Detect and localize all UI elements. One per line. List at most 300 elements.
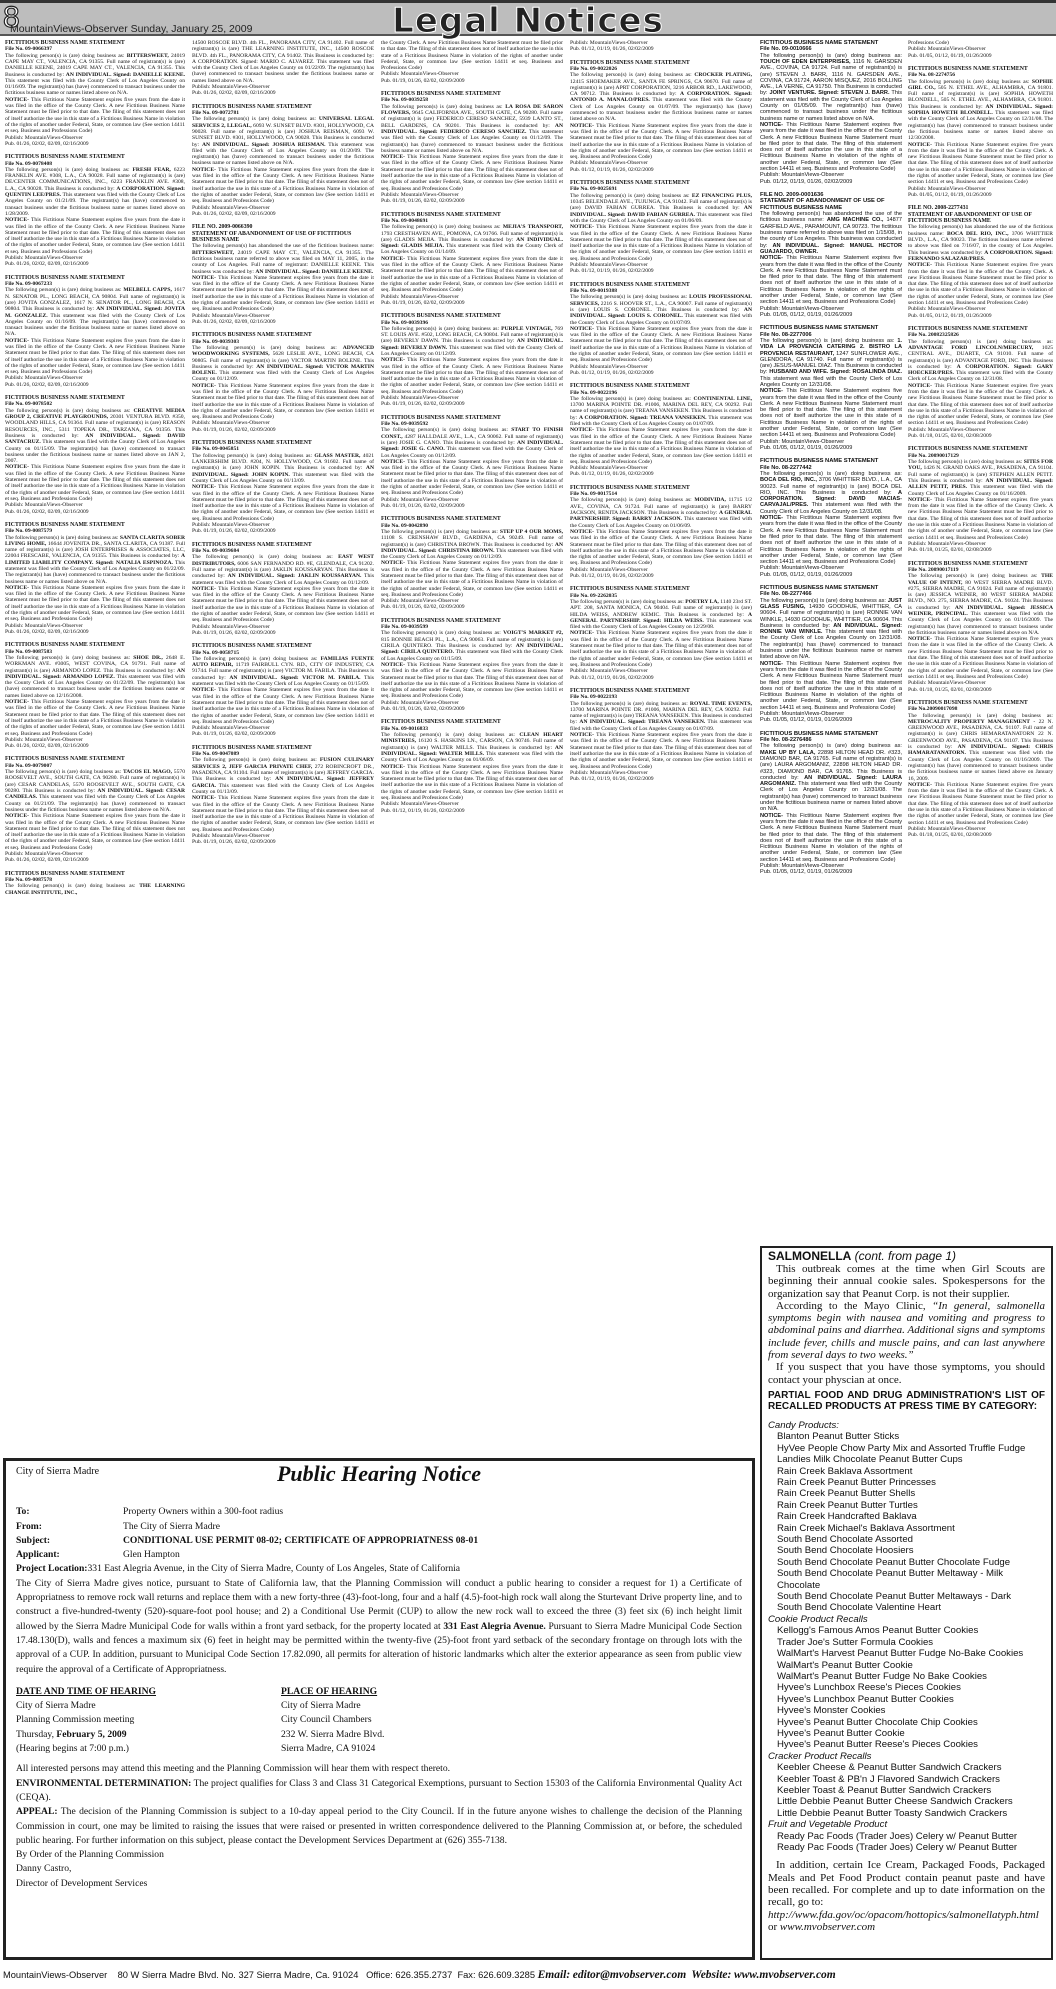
recall-category: Candy Products: [768,1419,839,1431]
notice-legal-text: NOTICE- This Fictitious Name Statement expires five years from the date it was filed in the office of the County Clerk. A new Fictitious Business Name Statement must be filed prior to that date. The filing of this statement does not of itself authorize the use in this state of a Fictitious Business Name in violation of the rights of another under Federal, State, or common law (See section 14411 et seq. Business and Professions Code) [570,528,752,567]
notice-legal-text: NOTICE- This Fictitious Name Statement expires five years from the date it was filed in the office of the County Clerk. A new Fictitious Business Name Statement must be filed prior to that date. The filing of this statement does not of itself authorize the use in this state of a Fictitious Business Name in violation of the rights of another under Federal, State, or common law (See section 14411 et seq. Business and Professions Code) [908,781,1053,826]
row-value: Glen Hampton [123,1549,180,1561]
recall-item: Ready Pac Foods (Trader Joes) Celery w/ Peanut Butter [777,1830,1018,1842]
publication-dates: Pub. 01/26, 02/02, 02/09, 02/16/2009 [5,508,89,515]
signature: AN INDIVIDUAL. Signed: SOPHIA HOWETH BLONDELL. [908,103,1053,117]
legal-notice [5,522,185,635]
signature: AN INDIVIDUAL. Signed: TREANA VANSEKEN. [579,719,706,726]
fda-link[interactable]: http://www.fda.gov/oc/opacom/hottopics/salmonellatyph.html [768,1908,1039,1921]
recall-item: Little Debbie Peanut Butter Cheese Sandwich Crackers [777,1796,1013,1808]
row-label: From: [16,1520,42,1532]
legal-notice [908,205,1053,319]
recall-item: Keebler Toast & PB'n J Flavored Sandwich Crackers [777,1773,1000,1785]
recall-item: South Bend Chocolate Hoosiers [777,1545,914,1557]
notice-legal-text: NOTICE- This Fictitious Name Statement expires five years from the date it was filed in the office of the County Clerk. A new Fictitious Business Name Statement must be filed prior to that date. The filing of this statement does not of itself authorize the use in this state of a Fictitious Business Name in violation of the rights of another under Federal, State, or common law (See section 14411 et seq. Business and Professions Code) [192,382,374,421]
notice-legal-text: NOTICE- This Fictitious Name Statement expires five years from the date it was filed in the office of the County Clerk. A new Fictitious Business Name Statement must be filed prior to that date. The filing of this statement does not of itself authorize the use in this state of a Fictitious Business Name in violation of the rights of another under Federal, State, or common law (See section 14411 et seq. Business and Professions Code) [760,121,902,173]
recall-list-title: PARTIAL FOOD AND DRUG ADMINISTRATION'S LIST OF RECALLED PRODUCTS AT PRESS TIME BY CATEGORY: [768,1389,1045,1412]
notice-heading: FICTITIOUS BUSINESS NAME STATEMENT [908,65,1028,72]
signature: AN INDIVIDUAL. Signed: VICTOR MARTIN BOLENE. [192,363,374,377]
footer-paper-name: MountainViews-Observer [3,1970,108,1980]
legal-notice [192,332,374,433]
business-name: LA ROSA DE SARON FLOWERS, [381,103,563,117]
publish-line: Publish: MountainViews-Observer [908,680,986,687]
legal-notice [192,643,374,738]
signature: AN INDIVIDUAL. Signed: JOSHUA REISMAN. [201,141,326,148]
notice-legal-text: NOTICE- This Fictitious Name Statement expires five years from the date it was filed in the office of the County Clerk. A new Fictitious Business Name Statement must be filed prior to that date. The filing of this statement does not of itself authorize the use in this state of a Fictitious Business Name in violation of the rights of another under Federal, State, or common law (See section 14411 et seq. Business and Professions Code) [192,687,374,725]
footer-address: 80 W Sierra Madre Blvd. No. 327 Sierra Madre, Ca. 91024 [117,1970,359,1980]
hearing-details [16,1685,742,1756]
publication-dates: Pub. 01/19, 01/26, 02/02, 02/09/2009 [381,198,465,205]
notice-heading: FICTITIOUS BUSINESS NAME STATEMENT [381,91,501,98]
publish-line: Publish: MountainViews-Observer [760,711,845,718]
publish-line: Publish: MountainViews-Observer [192,725,270,732]
notice-heading: FICTITIOUS BUSINESS NAME STATEMENT [5,870,125,877]
notice-body: The following person(s) is (are) doing business as: MELBELL CAPPS, 1617 N. SENATOR PL., LONG BEACH, CA 90804. Full name of registrant(s) is (are) JOVITA GONZALEZ, 1617 N. SENATOR PL., LONG BEACH, CA 90804. This Business is conducted by: AN INDIVIDUAL. Signed: JOVITA M. GONZALEZ. This statement was filed with the County Clerk of Los Angeles County on 01/16/09. The registrant(s) has (have) commenced to transact business under the fictitious business name or names listed above on N/A. [5,287,185,338]
notice-heading: FICTITIOUS BUSINESS NAME STATEMENT [192,541,312,548]
publication-dates: Pub. 01/05, 01/12, 01/19, 01/26/2009 [760,869,853,876]
signature: A GENERAL PARTNERSHIP. Signed: BARRY JACKSON. [570,510,752,523]
recall-item: Landies Milk Chocolate Peanut Butter Cups [777,1454,963,1466]
hearing-header-row [16,1548,742,1562]
notice-legal-text: NOTICE- This Fictitious Name Statement expires five years from the date it was filed in the office of the County Clerk. A new Fictitious Business Name Statement must be filed prior to that date. The filing of this statement does not of itself authorize the use in this state of a Fictitious Business Name in violation of the rights of another under Federal, State, or common law (See section 14411 et seq. Business and Professions Code) [908,496,1053,541]
publication-dates: Pub. 01/19, 01/26, 02/02, 02/09/2009 [381,604,465,611]
notice-body: The following person(s) is (are) doing business as: ROYAL TIME EVENTS, 13700 MARINA POINTE DR. #1006, MARINA DEL REY, CA 90292. Full name of registrant(s) is (are) TREANA VANSEKEN. This Business is conducted by: AN INDIVIDUAL. Signed: TREANA VANSEKEN. This statement was filed with the County Clerk of Los Angeles County on 01/07/09. [570,700,752,732]
notice-file-number: File No. 09-0045851 [192,446,240,453]
project-location: Project Location:331 East Alegria Avenue, in the City of Sierra Madre, County of Los Angeles, State of California [16,1563,461,1575]
recall-item: Hyvee's Peanut Butter Reese's Pieces Cookies [777,1739,978,1751]
notice-body: The following person(s) is (are) doing business as: MODIVIDA, 11715 1/2 AVE., COVINA, CA 91724. Full name of registrant(s) is (are) BARRY JACKSON, RENITA JACKSON. This Business is conducted by: A GENERAL PARTNERSHIP. Signed: BARRY JACKSON. This statement was filed with the County Clerk of Los Angeles County on 01/06/09. [570,497,752,529]
publication-dates: Pub. 01/12, 01/19, 01/26, 02/02/2009 [570,369,654,376]
legal-notice [5,40,185,147]
publish-line: Publish: MountainViews-Observer [381,598,459,605]
notice-body: The following person(s) is (are) doing business as: EZ FINANCING PLUS, 10345 BELENDALE AVE., TUJUNGA, CA 91042. Full name of registrant(s) is (are) DAVID FABIAN GURREA. This Business is conducted by: AN INDIVIDUAL. Signed: DAVID FABIAN GURREA. This statement was filed with the County Clerk of Los Angeles County on 01/06/09. [570,192,752,224]
business-name: BITTERSWEET, [126,52,169,59]
publication-dates: Pub. 01/26, 02/02, 02/09, 02/16/2009 [5,261,89,268]
publication-dates: Pub. 01/05, 01/12, 01/19, 01/26/2009 [760,444,853,451]
notice-file-number: File No. 09-0066397 [5,46,53,53]
notice-heading: FICTITIOUS BUSINESS NAME STATEMENT [570,484,690,491]
notice-body: The following person(s) is (are) doing business as: JUST GLASS FUSING, 14930 GOODHUE, WHITTIER, CA 90604. Full name of registrant(s) is (are) RONNIE VAN WINKLE, 14930 GOODHUE, WHITTIER, CA 90604. This Business is conducted by: AN INDIVIDUAL. Signed: RONNIE VAN WINKLE. This statement was filed with the County Clerk of Los Angeles County on 12/31/08. The registrant(s) has (have) commenced to transact business under the fictitious business name or names listed above on N/A. [760,597,902,661]
notice-body: The following person(s) is (are) doing business as: EAST WEST DISTRIBUTORS, 6006 SAN FERNANDO RD. #E, GLENDALE, CA 91202. Full name of registrant(s) is (are) JAKLIN KOUSSARYAN. This Business is conducted by: AN INDIVIDUAL. Signed: JAKLIN KOUSSARYAN. This statement was filed with the County Clerk of Los Angeles County on 01/12/09. [192,554,374,586]
business-name: GLASS MASTER, [314,452,361,459]
notice-column-4 [570,40,752,1452]
legal-notice [908,326,1053,439]
publication-dates: Pub. 01/18, 01/25, 02/01, 02/08/2009 [908,832,992,839]
place-heading: PLACE OF HEARING [281,1685,378,1697]
notice-file-number: File No. 09-0039258 [381,97,429,104]
notice-file-number: FILE NO. 2009-0001636 [760,191,824,198]
legal-notice [570,180,752,275]
notice-body: The following person(s) is (are) doing business as: LA ROSA DE SARON FLOWERS, 9645 CALIFORNIA AVE., SOUTH GATE, CA 90280. Full name of registrant(s) is (are) FEDERICO CERESO SANCHEZ, 5939 LANTO ST., BELL GARDENS, CA 90201. This Business is conducted by: AN INDIVIDUAL. Signed: FEDERICO CERESO SANCHEZ. This statement was filed with the County Clerk of Los Angeles County on 01/12/09. The registrant(s) has (have) commenced to transact business under the fictitious business name or names listed above on N/A. [381,103,563,154]
hearing-header-row [16,1520,742,1534]
business-name: SITES FOR YOU, [908,459,1053,472]
publication-dates: Pub. 01/05, 01/12, 01/19, 01/26/2009 [760,311,853,318]
signature: AN INDIVIDUAL. Signed: JEFFREY GARCIA. [192,776,374,789]
notice-heading: STATEMENT OF ABANDONMENT OF USE OF FICTITIOUS BUSINESS NAME [192,230,352,243]
legal-notice [5,642,185,749]
notice-file-number: File No.20090017098 [908,706,958,713]
signature: AN INDIVIDUAL. Signed: CIRILA QUINTERO. [381,643,563,656]
business-name: EAST WEST DISTRIBUTORS, [192,554,374,567]
notice-body: The following person(s) is (are) doing business as: THE VALUE OF INTENT, 80 WEST SIERRA MADRE BLVD. #275, SIERRA MADRE, CA 91024. Full name of registrant(s) is (are) JESSICA WEINER, 80 WEST SIERRA MADRE BLVD., NO. 275, SIERRA MADRE, CA. 91024. This Business is conducted by: AN INDIVIDUAL. Signed: JESSICA WEINER, PRINCIPAL. This statement was filed with the County Clerk of Los Angeles County on 01/16/2009. The registrant(s) has (have) commenced to transact business under the fictitious business name or names listed above on N/A. [908,573,1053,636]
signature: AN INDIVIDUAL. Signed: ARMANDO LOPEZ. [5,667,185,680]
notice-file-number: File No. 09-0022026 [570,66,618,72]
publish-line: Publish: MountainViews-Observer [570,262,648,269]
business-name: UNIVERSAL LEGAL SERVICES 2, LLEGAL, [192,116,374,129]
date-heading: DATE AND TIME OF HEARING [16,1685,157,1697]
notice-column-3 [381,40,563,1452]
publish-line: Publish: MountainViews-Observer [381,699,459,706]
signature: A CORPORATION. Signed: QUENTIN LEE/PRES. [5,185,185,199]
salmonella-closing: In addition, certain Ice Cream, Packaged Foods, Packaged Meals and Pet Food Product contain peanut paste and have been recalled. For complete and up to date information on the recall, go to: http://www.fda.gov/oc/opacom/hottopics/salmonellatyph.html or www.mvobserver.com [768,1859,1045,1933]
notice-file-number: File No. 09-0078502 [5,401,53,408]
notice-heading: FICTITIOUS BUSINESS NAME STATEMENT [760,458,879,465]
business-name: SOPHIE GIRL CO., [908,78,1053,91]
notice-body: The following person(s) is (are) doing business as: FUSION CULINARY SERVICES 2, JEFF GARCIA PRIVATE CHEF, 272 ROBINCROFT DR., PASADENA, CA 91104. Full name of registrant(s) is (are) JEFFREY GARCIA. This Business is conducted by: AN INDIVIDUAL. Signed: JEFFREY GARCIA. This statement was filed with the County Clerk of Los Angeles County on 01/13/09. [192,757,374,795]
notice-file-number: FILE NO. 2009-0066390 [192,224,253,231]
recall-item: Keebler Toast & Peanut Butter Sandwich Crackers [777,1784,992,1796]
notice-heading: STATEMENT OF ABANDONMENT OF USE OF FICTITIOUS BUSINESS NAME [908,211,1032,225]
publish-line: Publish: MountainViews-Observer [908,306,986,313]
recall-list [768,1420,1045,1853]
publish-line: Publish: MountainViews-Observer [570,668,648,675]
publication-dates: Pub. 01/12, 01/19, 01/26, 02/02/2009 [570,674,654,681]
business-name: EZ FINANCING PLUS, [691,192,752,199]
recall-item: Hyvee's Lunchbox Peanut Butter Cookies [777,1693,954,1705]
notice-legal-text: NOTICE- This Fictitious Name Statement expires five years from the date it was filed in the office of the County Clerk. A new Fictitious Business Name Statement must be filed prior to that date. The filing of this statement does not of itself authorize the use in this state of a Fictitious Business Name in violation of the rights of another under Federal, State, or common law (See section 14411 et seq. Business and Professions Code) [381,560,563,598]
business-name: LOUIS PROFESSIONAL SERVICES, [570,294,752,307]
notice-file-number: File No. 09-2262035 [570,592,618,599]
business-name: BOCA DEL RIO, INC., [946,230,1009,237]
business-name: CLEAN HEART MINISTRIES, [381,732,563,745]
publish-line: Publish: MountainViews-Observer [760,438,845,445]
row-label: To: [16,1506,30,1518]
notice-heading: FICTITIOUS BUSINESS NAME STATEMENT [192,332,312,339]
dateline: MountainViews-Observer Sunday, January 25, 2009 [10,23,253,35]
publication-dates: Pub. 01/18, 01/25, 02/01, 02/08/2009 [908,686,992,693]
publication-dates: Pub. 01/12, 01/19, 01/26, 02/02/2009 [760,178,853,185]
signature: AN INDIVIDUAL. Signed: LOUIS S. CORONEL. [570,306,752,320]
recall-item: HyVee People Chow Party Mix and Assorted Truffle Fudge [777,1442,1026,1454]
notice-column-6 [908,40,1053,1240]
recall-item: Rain Creek Peanut Butter Shells [777,1488,916,1500]
legal-notice [192,440,374,535]
notice-file-number: File No. 09-0067233 [5,281,53,288]
notice-legal-text: NOTICE- This Fictitious Name Statement expires five years from the date it was filed in the office of the County Clerk. A new Fictitious Business Name Statement must be filed prior to that date. The filing of this statement does not of itself authorize the use in this state of a Fictitious Business Name in violation of the rights of another under Federal, State, or common law (See section 14411 et seq. Business and Professions Code) [5,464,185,502]
publication-dates: Pub. 01/12, 01/19, 01/26, 02/02/2009 [381,807,465,814]
notice-heading: FICTITIOUS BUSINESS NAME STATEMENT [570,281,690,288]
notice-heading: FICTITIOUS BUSINESS NAME STATEMENT [908,699,1028,706]
notice-body: The following person(s) is (are) doing business as: SANTA CLARITA SOBER LIVING HOME, 16644 JOVENITA DR., SANTA CLARITA, CA 91387. Full name of registrant(s) is (are) JOSH ENTERPRISES & ASSOCIATES, LLC, 22004 FRESCABE, VALENCIA, CA 91355. This Business is conducted by: A LIMITED LIABILITY COMPANY. Signed: NATALIA ESPINOZA. This statement was filed with the County Clerk of Los Angeles County on 01/22/09. The registrant(s) has (have) commenced to transact business under the fictitious business name or names listed above on N/A. [5,534,185,585]
notice-legal-text: NOTICE- This Fictitious Name Statement expires five years from the date it was filed in the office of the County Clerk. A new Fictitious Business Name Statement must be filed prior to that date. The filing of this statement does not of itself authorize the use in this state of a Fictitious Business Name in violation of the rights of another under Federal, State, or common law (See section 14411 et seq. Business and Professions Code) [5,699,185,737]
signature: AN INDIVIDUAL. Signed: RONNIE VAN WINKLE. [760,622,902,636]
notice-column-1 [5,40,185,1452]
recall-category: Cracker Product Recalls [768,1750,872,1762]
notice-body: The following person(s) is (are) doing business as: LOUIS PROFESSIONAL SERVICES, 2216 S. HOOVER ST., L.A., CA 90007. Full name of registrant(s) is (are) LOUIS S. CORONEL. This Business is conducted by: AN INDIVIDUAL. Signed: LOUIS S. CORONEL. This statement was filed with the County Clerk of Los Angeles County on 01/07/09. [570,294,752,326]
notice-file-number: File No. 09-0087579 [5,528,53,535]
publication-dates: Pub. 01/26, 02/02, 02/09, 02/16/2009 [5,857,89,864]
notice-heading: FICTITIOUS BUSINESS NAME STATEMENT [5,642,125,649]
notice-heading: FICTITIOUS BUSINESS NAME STATEMENT [570,383,690,390]
publish-line: Publish: MountainViews-Observer [381,191,459,198]
legal-notice [760,585,902,724]
business-name: POETRY LA, [685,599,719,605]
notice-heading: FICTITIOUS BUSINESS NAME STATEMENT [381,414,501,421]
business-name: BOCA DEL RIO, INC., [760,477,817,484]
recall-item: WalMart's Peanut Butter Fudge No Bake Cookies [777,1670,987,1682]
recall-item: Trader Joe's Sutter Formula Cookies [777,1636,934,1648]
hearing-header-row [16,1505,742,1519]
legal-notice [381,212,563,307]
notice-body: The following person(s) is (are) doing business as: FRESH FEAR, 6223 FRANKLIN AVE. #308, L.A., CA 90028. Full name of registrant(s) is (are) DE/CENTER COMMUNICATIONS, INC., 6223 FRANKLIN AVE. #308, L.A., CA 90028. This Business is conducted by: A CORPORATION. Signed: QUENTIN LEE/PRES. This statement was filed with the County Clerk of Los Angeles County on 01/21/09. The registrant(s) has (have) commenced to transact business under the fictitious business name or names listed above on 1/28/2009. [5,166,185,217]
recall-item: Rain Creek Peanut Butter Turtles [777,1499,918,1511]
hearing-title: Public Hearing Notice [276,1461,482,1486]
notice-legal-text: NOTICE- This Fictitious Name Statement expires five years from the date it was filed in the office of the County Clerk. A new Fictitious Business Name Statement must be filed prior to that date. The filing of this statement does not of itself authorize the use in this state of a Fictitious Business Name in violation of the rights of another under Federal, State, or common law (See section 14411 et seq. Business and Professions Code) [381,458,563,497]
notice-file-number: File No. 09-0048691 [381,217,429,224]
notice-heading: FICTITIOUS BUSINESS NAME STATEMENT [908,446,1028,453]
signature: AN INDIVIDUAL. Signed: DANIELLE KEENE. [65,71,185,78]
signature: AN INDIVIDUAL. Signed: MANUEL HECTOR GUAJARDO, OWNER. [760,242,902,255]
business-name: STEP UP 4 OUR MOMS, [499,528,563,535]
notice-legal-text: NOTICE- This Fictitious Name Statement expires five years from the date it was filed in the office of the County Clerk. A new Fictitious Business Name Statement must be filed prior to that date. The filing of this statement does not of itself authorize the use in this state of a Fictitious Business Name in violation of the rights of another under Federal, State, or common law (See section 14411 et seq. Business and Professions Code) [908,141,1053,186]
publication-dates: Pub. 01/12, 01/19, 01/26, 02/02/2009 [570,166,654,173]
notice-legal-text: NOTICE- This Fictitious Name Statement expires five years from the date it was filed in the office of the County Clerk. A new Fictitious Business Name Statement must be filed prior to that date. The filing of this statement does not of itself authorize the use in this state of a Fictitious Business Name in violation of the rights of another under Federal, State, or common law (See section 14411 et seq. Business and Professions Code) [5,217,185,255]
page-number: 8 [3,1,20,34]
publish-line: Publish: MountainViews-Observer [381,496,459,503]
notice-file-number: File No. 09-0022196 [570,389,618,396]
continued-notice: the County Clerk. A new Fictitious Business Name Statement must be filed prior to that date. The filing of this statement does not of itself authorize the use in this state of a Fictitious Business Name in violation of the rights of another under Federal, State, or common law (See section 14411 et seq. Business and Professions Code) Publish: MountainViews-Observer Pub. 01/19, 01/26, 02/02, 02/09/2009 [381,40,563,84]
recall-item: Hyvee's Monster Cookies [777,1705,886,1717]
legal-notice [570,586,752,681]
business-name: BITTERSWEET, [192,249,235,256]
publish-line: Publish: MountainViews-Observer [192,833,270,840]
notice-legal-text: NOTICE- This Fictitious Name Statement expires five years from the date it was filed in the office of the County Clerk. A new Fictitious Business Name Statement must be filed prior to that date. The filing of this statement does not of itself authorize the use in this state of a Fictitious Business Name in violation of the rights of another under Federal, State, or common law (See section 14411 et seq. Business and Professions Code) [5,337,185,376]
notice-column-2 [192,40,374,1452]
publish-line: Publish: MountainViews-Observer [5,736,83,743]
publication-dates: Pub. 01/05, 01/12, 01/19, 01/26/2009 [760,571,853,578]
row-value: CONDITIONAL USE PERMIT 08-02; CERTIFICATE OF APPROPRIATNESS 08-01 [123,1534,479,1546]
notice-heading: FICTITIOUS BUSINESS NAME STATEMENT [570,586,690,593]
notice-body: The following person(s) has abandoned the use of the fictitious business name: BITTERSWEET, 24019 CAPE MAY CT., VALENCIA, CA 91355. The fictitious business name referred to above was filed on MAY 11, 2005, in the county of Los Angeles. Full name of registrant: DANIELLE KEENE. This business was conducted by: AN INDIVIDUAL. Signed: DANIELLE KEENE. [192,243,374,275]
publish-line: Publish: MountainViews-Observer [908,185,986,192]
footer-office-phone: Office: 626.355.2737 [366,1970,453,1980]
notice-legal-text: NOTICE- This Fictitious Name Statement expires five years from the date it was filed in the office of the County Clerk. A new Fictitious Business Name Statement must be filed prior to that date. The filing of this statement does not of itself authorize the use in this state of a Fictitious Business Name in violation of the rights of another under Federal, State, or common law (See section 14411 et seq. Business and Professions Code) [570,427,752,465]
publication-dates: Pub. 01/19, 01/26, 02/02, 02/09/2009 [192,839,276,846]
mvobserver-link[interactable]: www.mvobserver.com [779,1920,876,1933]
signature: AN INDIVIDUAL. Signed: CHRISTINA BROWN. [381,541,563,554]
notice-body: The following person(s) is (are) doing business as: SOPHIE GIRL CO., 505 N. ETHEL AVE., ALHAMBRA, CA 91801. Full name of registrant(s) is (are) SOPHIA HOWETH BLONDELL, 505 N. ETHEL AVE., ALHAMBRA, CA 91801. This Business is conducted by: AN INDIVIDUAL. Signed: SOPHIA HOWETH BLONDELL. This statement was filed with the County Clerk of Los Angeles County on 12/31/08. The registrant(s) has (have) commenced to transact business under the fictitious business name or names listed above on 12/30/2008. [908,78,1053,142]
signature: AN INDIVIDUAL. Signed: BEVERLY DAWN. [381,338,563,351]
notice-file-number: File No. 09-0087578 [5,876,53,883]
signature: AN INDIVIDUAL. Signed: WALTER MILLS. [381,744,563,757]
publication-dates: Pub. 01/05, 01/12, 01/19, 01/26/2009 [908,191,992,198]
recall-item: South Bend Chocolate Peanut Butter Meltaways - Dark [777,1591,1012,1603]
publication-dates: Pub. 01/26, 02/02, 02/09, 02/16/2009 [5,140,89,147]
notice-body: The following person(s) is (are) doing business as: CROCKER PLATING, 12415 SHOEMAKER AVE., SANTA FE SPRINGS, CA 90670. Full name of registrant(s) is (are) APRT CORPORATION, 3216 ARBOR RD., LAKEWOOD, CA 90712. This Business is conducted by: A CORPORATION. Signed: ANTONIO A. MANALO/PRES. This statement was filed with the County Clerk of Los Angeles County on 01/07/09. The registrant(s) has (have) commenced to transact business under the fictitious business name or names listed above on N/A. [570,72,752,123]
business-name: CROCKER PLATING, [694,72,752,79]
business-name: AMG MACHINE CO., [826,217,884,224]
legal-notice [381,91,563,204]
notice-heading: FICTITIOUS BUSINESS NAME STATEMENT [908,325,1028,332]
recall-item: Little Debbie Peanut Butter Toasty Sandwich Crackers [777,1807,1008,1819]
business-name: START TO FINISH CONST., [381,427,563,440]
notice-column-5 [760,40,902,1240]
notice-file-number: File No. 20082325826 [908,332,959,339]
legal-notice [908,561,1053,693]
notice-legal-text: NOTICE- This Fictitious Name Statement expires five years from the date it was filed in the office of the County Clerk. A new Fictitious Business Name Statement must be filed prior to that date. The filing of this statement does not of itself authorize the use in this state of a Fictitious Business Name in violation of the rights of another under Federal, State, or common law (See section 14411 et seq. Business and Professions Code) [192,484,374,522]
notice-heading: FICTITIOUS BUSINESS NAME STATEMENT [192,643,312,650]
legal-notice [908,66,1053,198]
signature: A CORPORATION. Signed: ANTONIO A. MANALO/PRES. [570,91,752,104]
business-name: CONTINENTAL LINE, [693,395,752,402]
legal-notice [381,313,563,408]
notice-heading: FICTITIOUS BUSINESS NAME STATEMENT [5,154,125,161]
notice-legal-text: NOTICE- This Fictitious Name Statement expires five years from the date it was filed in the office of the County Clerk. A new Fictitious Business Name Statement must be filed prior to that date. The filing of this statement does not of itself authorize the use in this state of a Fictitious Business Name in violation of the rights of another under Federal, State, or common law (See section 14411 et seq. Business and Professions Code) [192,166,374,205]
notice-body: The following person(s) is (are) doing business as: 1. VIDA LA PROVENCIA CATERING 2. BISTRO LA PROVENCIA RESTAURANT, 1247 SUNFLOWER AVE., GLENDORA, CA 91740. Full name of registrant(s) is (are) JESUS-MANUEL DIAZ. This Business is conducted by: HUSBAND AND WIFE. Signed: ROSALINDA DIAZ. This statement was filed with the County Clerk of Los Angeles County on 12/31/08. [760,337,902,388]
notice-body: The following person(s) is (are) doing business as: CLEAN HEART MINISTRIES, 16120 S. HASKINS LN., CARSON, CA 90746. Full name of registrant(s) is (are) WALTER MILLS. This Business is conducted by: AN INDIVIDUAL. Signed: WALTER MILLS. This statement was filed with the County Clerk of Los Angeles County on 01/06/09. [381,732,563,764]
publication-dates: Pub. 01/18, 01/25, 02/01, 02/08/2009 [908,433,992,440]
business-name: METROCALITY PROPERTY MANAGEMENT [908,718,1031,725]
notice-file-number: File No. 09-0042890 [381,522,429,529]
business-name: FRESH FEAR, [132,166,171,173]
notice-legal-text: NOTICE- This Fictitious Name Statement expires five years from the date it was filed in the office of the County Clerk. A new Fictitious Business Name Statement must be filed prior to that date. The filing of this statement does not of itself authorize the use in this state of a Fictitious Business Name in violation of the rights of another under Federal, State, or common law (See section 14411 et seq. Business and Professions Code) [570,122,752,161]
notice-body: The following person(s) is (are) doing business as: BITTERSWEET, 24019 CAPE MAY CT., VALENCIA, CA 91355. Full name of registrant(s) is (are) DANIELLE KEENE, 24019 CAPE MAY CT., VALENCIA, CA 91355. This Business is conducted by: AN INDIVIDUAL. Signed: DANIELLE KEENE. This statement was filed with the County Clerk of Los Angeles County on 01/16/09. The registrant(s) has (have) commenced to transact business under the fictitious business name or names listed above on N/A. [5,52,185,97]
continued-notice: 14500 ROSCOE BLVD. 4th FL., PANORAMA CITY, CA 91402. Full name of registrant(s) is (are) THE LEARNING INSTITUTE, INC., 14500 ROSCOE BLVD. 4th FL., PANORAMA CITY, CA 91402. This Business is conducted by: A CORPORATION. Signed: MARIO C. ALVAREZ. This statement was filed with the County Clerk of Los Angeles County on 01/22/09. The registrant(s) has (have) commenced to transact business under the fictitious business name or names listed above on N/A. Publish: MountainViews-Observer Pub. 01/26, 02/02, 02/09, 02/16/2009 [192,40,374,97]
footer-website[interactable]: www.mvobserver.com [733,1969,836,1981]
notice-file-number: File No. 09-0010666 [760,46,812,53]
footer-email[interactable]: editor@mvobserver.com [572,1969,687,1981]
publication-dates: Pub. 01/12, 01/19, 01/26, 02/02/2009 [570,471,654,478]
business-name: THE LEARNING CHANGE INSTITUTE, INC., [5,883,185,896]
notice-legal-text: NOTICE- This Fictitious Name Statement expires five years from the date it was filed in the office of the County Clerk. A new Fictitious Business Name Statement must be filed prior to that date. The filing of this statement does not of itself authorize the use in this state of a Fictitious Business Name in violation of the rights of another under Federal, State, or common law (See section 14411 et seq. Business and Professions Code) [381,763,563,802]
notice-heading: FICTITIOUS BUSINESS NAME STATEMENT [381,516,501,523]
notice-body: The following person(s) is (are) doing business as: POETRY LA, 1140 23rd ST. APT. 208, SANTA MONICA, CA 90404. Full name of registrant(s) is (are) HILDA WEISS, ANDREW KEMIC. This Business is conducted by: A GENERAL PARTNERSHIP. Signed: HILDA WEISS. This statement was filed with the County Clerk of Los Angeles County on 12/29/08. [570,599,752,631]
legal-notice [570,282,752,377]
publish-line: Publish: MountainViews-Observer [570,566,648,573]
recall-item: South Bend Chocolate Peanut Butter Chocolate Fudge [777,1556,1011,1568]
notice-heading: FICTITIOUS BUSINESS NAME STATEMENT [381,211,501,218]
notice-legal-text: NOTICE- This Fictitious Name Statement expires five years from the date it was filed in the office of the County Clerk. A new Fictitious Business Name Statement must be filed prior to that date. The filing of this statement does not of itself authorize the use in this state of a Fictitious Business Name in violation of the rights of another under Federal, State, or common law (See section 14411 et seq. Business and Professions Code) [381,255,563,294]
notice-heading: FICTITIOUS BUSINESS NAME STATEMENT [570,180,690,187]
notice-heading: FICTITIOUS BUSINESS NAME STATEMENT [5,274,125,281]
publish-line: Publish: MountainViews-Observer [908,825,986,832]
legal-notice [908,446,1053,553]
business-name: MELBELL CAPPS, [123,287,172,294]
environmental-determination: ENVIRONMENTAL DETERMINATION: The project qualifies for Class 3 and Class 31 Categorical Exemptions, pursuant to Section 15303 of the California Environmental Quality Act (CEQA). [16,1777,743,1803]
notice-legal-text: NOTICE- This Fictitious Name Statement expires five years from the date it was filed in the office of the County Clerk. A new Fictitious Business Name Statement must be filed prior to that date. The filing of this statement does not of itself authorize the use in this state of a Fictitious Business Name in violation of the rights of another under Federal, State, or common law (See section 14411 et seq. Business and Professions Code) [570,224,752,262]
notice-body: The following person(s) is (are) doing business as: TOUCH OF EDEN ENTERPRISES, 1116 N. GARSDEN AVE., COVINA, CA 91724. Full name of registrant(s) is (are) STEVEN J. BARR, 1116 N. GARSDEN AVE., COVINA, CA 91724, AARON MISQUEZ, 2016 BOLLING AVE., LA VERNE, CA 91750. This Business is conducted by: JOINT VENTURE. Signed: STEVEN J. BARR. This statement was filed with the County Clerk of Los Angeles County on 01/05/09. The registrant(s) has (have) commenced to transact business under the fictitious business name or names listed above on N/A. [760,52,902,122]
publish-line: Publish: MountainViews-Observer [5,375,83,382]
recall-item: Rain Creek Michael's Baklava Assortment [777,1522,955,1534]
signature: A CORPORATION. Signed: DAVID MACIAS-CARVAJAL/PRES. [760,489,902,509]
notice-file-number: File No. 09-0047089 [192,751,240,758]
recall-item: Hyvee's Peanut Butter Cookie [777,1727,905,1739]
business-name: MAKE UP BY LALA, [760,749,816,756]
notice-heading: FICTITIOUS BUSINESS NAME STATEMENT [570,687,690,694]
signature: AN INDIVIDUAL. Signed: DAVID FABIAN GURREA. [570,205,752,218]
notice-heading: FICTITIOUS BUSINESS NAME STATEMENT [760,585,879,591]
notice-file-number: File No. 09-0039684 [192,548,240,555]
publish-line: Publish: MountainViews-Observer [5,134,83,141]
publish-line: Publish: MountainViews-Observer [760,305,845,312]
publish-line: Publish: MountainViews-Observer [5,850,83,857]
publish-line: Publish: MountainViews-Observer [192,204,270,211]
publish-line: Publish: MountainViews-Observer [760,172,845,179]
signature: AN INDIVIDUAL. Signed: CESAR CANDELAS. [5,788,185,801]
notice-body: The following person(s) is (are) doing business as: SITES FOR YOU, 1426 N. GRAND OAKS AVE., PASADENA, CA 91104. Full name of registrant(s) is (are) STEPHEN ALLEN PETIT. This Business is conducted by: AN INDIVIDUAL. Signed: ALLEN PETIT, PRES. This statement was filed with the County Clerk of Los Angeles County on 01/16/2009. [908,459,1053,497]
notice-file-number: File No. 09-0039303 [192,338,240,345]
notice-file-number: File No. 09-0087583 [5,648,53,655]
notice-file-number: File No. 09-0025691 [570,186,618,193]
legal-notice [570,383,752,478]
notice-body: The following person(s) is (are) doing business as: BOCA DEL RIO, INC., 3706 WHITTIER BLVD., L.A., CA 90023. Full name of registrant(s) is (are) BOCA DEL RIO, INC. This Business is conducted by: A CORPORATION. Signed: DAVID MACIAS-CARVAJAL/PRES. This statement was filed with the County Clerk of Los Angeles County on 12/31/08. [760,470,902,515]
salmonella-article [760,1246,1053,1960]
notice-file-number: File No. 08-2277466 [760,591,812,598]
business-name: JUST GLASS FUSING, [760,597,902,610]
signature: AN INDIVIDUAL. Signed: JOHN KOPIN. [192,465,374,478]
publish-line: Publish: MountainViews-Observer [381,293,459,300]
notice-body: The following person(s) has abandoned the use of the fictitious business name: AMG MACHINE CO., 14877 GARFIELD AVE., PARAMOUNT, CA 90723. The fictitious business name referred to above was filed on 1/15/08, in the county of Los Angeles. This business was conducted by: AN INDIVIDUAL. Signed: MANUEL HECTOR GUAJARDO, OWNER. [760,211,902,255]
publication-dates: Pub. 01/19, 01/26, 02/02, 02/09/2009 [381,706,465,713]
notice-heading: FICTITIOUS BUSINESS NAME STATEMENT [908,560,1028,567]
hearing-body: The City of Sierra Madre gives notice, pursuant to State of California law, that the Planning Commission will conduct a public hearing to consider a request for 1) a Certificate of Appropriatness to remove rock wall returns and replace them with a new forty-three (43)-foot-long, four and a half (4.5)-foot-high rock wall along the Sturtevant Drive property line, and to construct a five-hundred-twenty (520)-square-foot pool house; and 2) a Conditional Use Permit (CUP) to allow the new rock wall to exceed the three (3) feet six (6) inch height limit allowed by the Sierra Madre Municipal Code for walls within a front yard setback, for the property located at 331 East Alegria Avenue. Pursuant to Sierra Madre Municipal Code Section 17.48.130(D), walls and fences a maximum six (6) feet in height may be permitted within the twenty-five (25)-foot front yard setback of the secondary frontage on through lots with the approval of a CUP. In addition, pursuant to Municipal Code Section 17.82.090, all permits for alteration of historic landmarks which alter the exterior appearance as seen from public view require the approval of a Certificate of Appropriatness. [16,1577,742,1675]
notice-body: The following person(s) is (are) doing business as: FAMILIAS FUENTE AUTO REPAIR, 11719 FAIRBULL CYN. RD., CITY OF INDUSTRY, CA 91744. Full name of registrant(s) is (are) VICTOR M. FABILA. This Business is conducted by: AN INDIVIDUAL. Signed: VICTOR M. FABILA. This statement was filed with the County Clerk of Los Angeles County on 01/15/09. [192,655,374,688]
notice-heading: FICTITIOUS BUSINESS NAME STATEMENT [381,719,501,726]
date-and-time: DATE AND TIME OF HEARING City of Sierra Madre Planning Commission meeting Thursday, February 5, 2009 (Hearing begins at 7:00 p.m.) [16,1685,157,1755]
legal-notice [5,275,185,388]
signature: AN INDIVIDUAL. Signed: JESSICA WEINER, PRINCIPAL. [908,604,1053,617]
recall-item: WalMart's Peanut Butter Cookie [777,1659,913,1671]
public-hearing-notice: City of Sierra Madre Public Hearing Notice To: Property Owners within a 300-foot radius From: The City of Sierra Madre Subject: CONDITIONAL USE PERMIT 08-02; CERTIFICATE OF APPROPRIATNESS 08-01 Applicant: Glen Hampton Project Location:331 East Alegria Avenue, in the City of Sierra Madre, County of Los Angeles, State of California The City of Sierra Madre gives notice, pursuant to State of California law, that the Planning Commission will conduct a public hearing to consider a request for 1) a Certificate of Appropriatness to remove rock wall returns and replace them with a new forty-three (43)-foot-long, four and a half (4.5)-foot-high rock wall along the Sturtevant Drive property line, and to construct a five-hundred-twenty (520)-square-foot pool house; and 2) a Conditional Use Permit (CUP) to allow the new rock wall to exceed the three (3) feet six (6) inch height limit allowed by the Sierra Madre Municipal Code for walls within a front yard setback, for the property located at 331 East Alegria Avenue. Pursuant to Sierra Madre Municipal Code Section 17.48.130(D), walls and fences a maximum six (6) feet in height may be permitted within the twenty-five (25)-foot front yard setback of the secondary frontage on through lots with the approval of a CUP. In addition, pursuant to Municipal Code Section 17.82.090, all permits for alteration of historic landmarks which alter the exterior appearance as seen from public view require the approval of a Certificate of Appropriatness. DATE AND TIME OF HEARING City of Sierra Madre Planning Commission meeting Thursday, February 5, 2009 (Hearing begins at 7:00 p.m.) PLACE OF HEARING City of Sierra Madre City Council Chambers 232 W. Sierra Madre Blvd. Sierra Madre, CA 91024 All interested persons may attend this meeting and the Planning Commission will hear them with respect thereto. ENVIRONMENTAL DETERMINATION: The project qualifies for Class 3 and Class 31 Categorical Exemptions, pursuant to Section 15303 of the California Environmental Quality Act (CEQA). APPEAL: The decision of the Planning Commission is subject to a 10-day appeal period to the City Council. If in the future anyone wishes to challenge the decision of the Planning Commission in court, one may be limited to raising the issues that were raised or presented in written correspondence delivered to the Planning Commission at, or before, the scheduled public hearing. For further information on this subject, please contact the Development Services Department at (626) 355-7138. By Order of the Planning Commission Danny Castro, Director of Development Services [3,1458,755,1960]
notice-body: The following person(s) is (are) doing business as: TACOS EL MAGO, 5570 ROOSEVELT AVE., SOUTH GATE, CA 90280. Full name of registrant(s) is (are) CESAR CANDELAS, 5570 ROOSEVELT AVE., SOUTH GATE, CA 90280. This Business is conducted by: AN INDIVIDUAL. Signed: CESAR CANDELAS. This statement was filed with the County Clerk of Los Angeles County on 01/21/09. The registrant(s) has (have) commenced to transact business under the fictitious business name or names listed above on N/A. [5,769,185,813]
notice-body: The following person(s) has abandoned the use of the fictitious business name: BOCA DEL RIO, INC., 3706 WHITTIER BLVD., L.A., CA 90023. The fictitious business name referred to above was filed on 7/16/07, in the county of Los Angeles. This business was conducted by: A CORPORATION. Signed: FERNANDO SALAZAR/PRES. [908,224,1053,262]
publish-line: Publish: MountainViews-Observer [570,465,648,472]
signature: A CORPORATION. Signed: GARY HOECKER/PRES. [908,363,1053,377]
notice-file-number: File No. 08-2277442 [760,464,812,471]
recall-item: South Bend Chocolate Peanut Butter Meltaway - Milk Chocolate [777,1568,1004,1591]
notice-heading: FICTITIOUS BUSINESS NAME STATEMENT [760,40,879,46]
notice-legal-text: NOTICE- This Fictitious Name Statement expires five years from the date it was filed in the office of the County Clerk. A new Fictitious Business Name Statement must be filed prior to that date. The filing of this statement does not of itself authorize the use in this state of a Fictitious Business Name in violation of the rights of another under Federal, State, or common law (See section 14411 et seq. Business and Professions Code) [570,325,752,364]
masthead [0,0,1056,41]
notice-legal-text: NOTICE- This Fictitious Name Statement expires five years from the date it was filed in the office of the County Clerk. A new Fictitious Business Name Statement must be filed prior to that date. The filing of this statement does not of itself authorize the use in this state of a Fictitious Business Name in violation of the rights of another under Federal, State, or common law (See section 14411 et seq. Business and Professions Code) [760,812,902,863]
notice-body: The following person(s) is (are) doing business as: START TO FINISH CONST., 4287 HALLDALE AVE., L.A., CA 90062. Full name of registrant(s) is (are) JOSIE G. CANO. This Business is conducted by: AN INDIVIDUAL. Signed: JOSIE G. CANO. This statement was filed with the County Clerk of Los Angeles County on 01/12/09. [381,427,563,459]
legal-notice [570,60,752,173]
signature: AN INDIVIDUAL. Signed: GLADIS MEJIA. [381,236,563,250]
publish-line: Publish: MountainViews-Observer [5,622,83,629]
recall-item: Blanton Peanut Butter Sticks [777,1431,900,1443]
recall-item: Hyvee's Lunchbox Reese's Pieces Cookies [777,1682,961,1694]
legal-notice [381,516,563,611]
business-name: SANTA CLARITA SOBER LIVING HOME, [5,534,185,547]
publication-dates: Pub. 01/18, 01/25, 02/01, 02/08/2009 [908,547,992,554]
hearing-header-rows [16,1505,742,1562]
notice-file-number: File No. 09-0078408 [5,160,53,167]
notice-heading: FICTITIOUS BUSINESS NAME STATEMENT [760,325,879,332]
notice-heading: FICTITIOUS BUSINESS NAME STATEMENT [5,395,125,402]
legal-notice [760,40,902,185]
signature: AN INDIVIDUAL. Signed: VICTOR M. FABILA. [229,674,361,681]
signature: A CORPORATION. Signed: TREANA VANSEKEN. [578,414,707,421]
publish-line: Publish: MountainViews-Observer [760,862,845,869]
business-name: MEJIA'S TRANSPORT, [502,224,563,231]
business-name: ADVANCED WOODWORKING SYSTEMS, [192,344,374,358]
notice-legal-text: NOTICE- This Fictitious Name Statement expires five years from the date it was filed in the office of the County Clerk. A new Fictitious Business Name Statement must be filed prior to that date. The filing of this statement does not of itself authorize the use in this state of a Fictitious Business Name in violation of the rights of another under Federal, State, or common law (See section 14411 et seq. Business and Professions Code) [908,382,1053,427]
publication-dates: Pub. 01/19, 01/26, 02/02, 02/09/2009 [192,731,276,738]
signature: AN INDIVIDUAL. Signed: LAURA ARGOMANIZ. [760,774,902,788]
publish-line: Publish: MountainViews-Observer [381,801,459,808]
publication-dates: Pub. 01/19, 01/26, 02/02, 02/09/2009 [381,502,465,509]
legal-notice [570,688,752,783]
